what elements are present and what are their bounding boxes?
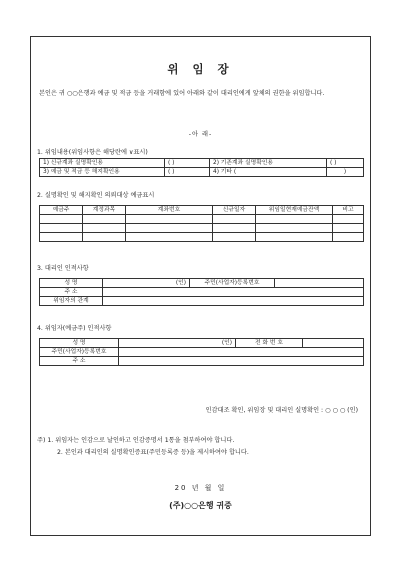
item-label: 2) 기존계좌 실명확인용 [210, 159, 327, 168]
deposit-table [39, 205, 364, 242]
power-of-attorney-form [30, 36, 371, 536]
delegator-address-value[interactable] [119, 357, 364, 366]
delegator-phone-label: 전 화 번 호 [236, 339, 303, 348]
delegator-name-label: 성 명 [40, 339, 119, 348]
note-1: 주) 1. 위임자는 인감으로 날인하고 인감증명서 1통을 첨부하여야 합니다. [37, 437, 235, 444]
delegator-seal[interactable]: (인) [119, 339, 236, 348]
delegation-items-table [39, 158, 364, 177]
agent-id-label: 주민(사업자)등록번호 [190, 279, 275, 288]
section4-heading: 4. 위임자(예금주) 인적사항 [37, 325, 112, 332]
table-row [40, 168, 364, 177]
table-row[interactable] [40, 215, 364, 224]
agent-address-label: 주 소 [40, 288, 103, 297]
table-row[interactable] [40, 233, 364, 242]
document-title: 위 임 장 [167, 62, 234, 76]
addressee: (주)○○은행 귀중 [169, 501, 232, 510]
delegator-id-value[interactable] [119, 348, 364, 357]
table-row[interactable] [40, 224, 364, 233]
agent-info-table [39, 278, 364, 306]
agent-relation-value[interactable] [103, 297, 364, 306]
delegator-phone-value[interactable] [303, 339, 364, 348]
confirmation-notice: 인감대조 확인, 위임장 및 대리인 실명확인 : ○ ○ ○ (인) [205, 407, 358, 414]
section3-heading: 3. 대리인 인적사항 [37, 265, 89, 272]
agent-seal[interactable]: (인) [103, 279, 190, 288]
item-check[interactable]: ) [327, 168, 364, 177]
table-row [40, 357, 364, 366]
table-row [40, 288, 364, 297]
column-header: 위임일현재예금잔액 [256, 206, 333, 215]
column-header: 예금주 [40, 206, 83, 215]
note-2: 2. 본인과 대리인의 실명확인증표(주민등록증 등)을 제시하여야 합니다. [57, 449, 249, 456]
table-header-row [40, 206, 364, 215]
table-row [40, 159, 364, 168]
table-row [40, 348, 364, 357]
column-header: 계좌번호 [126, 206, 213, 215]
agent-address-value[interactable] [103, 288, 364, 297]
date-line: 20 년 월 일 [174, 484, 227, 492]
column-header: 신규일자 [213, 206, 256, 215]
item-check[interactable]: ( ) [165, 168, 210, 177]
column-header: 비고 [333, 206, 364, 215]
item-label: 1) 신규계좌 실명확인용 [40, 159, 165, 168]
section2-heading: 2. 실명확인 및 해지확인 의뢰대상 예금표시 [37, 192, 155, 199]
below-heading: -아 래- [188, 131, 213, 138]
item-check[interactable]: ( ) [165, 159, 210, 168]
section1-heading: 1. 위임내용(위임사항은 해당란에 ∨표시) [37, 149, 148, 156]
agent-relation-label: 위임자의 관계 [40, 297, 103, 306]
table-row [40, 339, 364, 348]
intro-paragraph: 본인은 귀 ○○은행과 예금 및 적금 등을 거래함에 있어 아래와 같이 대리인에게 앞체의 권한을 위임합니다. [39, 90, 325, 97]
item-label: 4) 기타 ( [210, 168, 327, 177]
agent-id-value[interactable] [275, 279, 364, 288]
delegator-id-label: 주민(사업자)등록번호 [40, 348, 119, 357]
item-check[interactable]: ( ) [327, 159, 364, 168]
column-header: 계정과목 [83, 206, 126, 215]
table-row [40, 297, 364, 306]
agent-name-label: 성 명 [40, 279, 103, 288]
table-row [40, 279, 364, 288]
delegator-address-label: 주 소 [40, 357, 119, 366]
item-label: 3) 예금 및 적금 등 해지확인용 [40, 168, 165, 177]
delegator-info-table [39, 338, 364, 366]
